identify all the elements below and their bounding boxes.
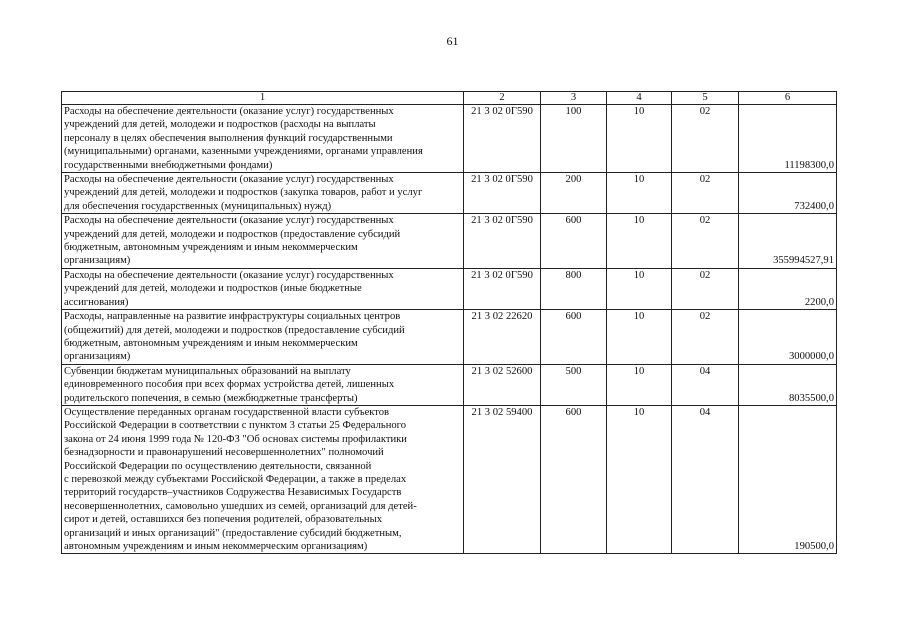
row-description: Субвенции бюджетам муниципальных образований на выплату единовременного пособия при всех формах устройства детей, лишенных родительского попечения, в семью (межбюджетные трансферты) (62, 364, 464, 405)
row-section: 10 (607, 214, 672, 269)
budget-table (61, 91, 837, 554)
row-subsection: 04 (672, 364, 739, 405)
row-subsection: 02 (672, 214, 739, 269)
table-row (62, 173, 837, 214)
table-row (62, 105, 837, 173)
row-description: Расходы на обеспечение деятельности (оказание услуг) государственных учреждений для детей, молодежи и подростков (расходы на выплаты персоналу в целях обеспечения выполнения функций государственными (муниципальными) органами, казенными учреждениями, органами управления государственными внебюджетными фондами) (62, 105, 464, 173)
row-type: 500 (541, 364, 607, 405)
row-subsection: 02 (672, 105, 739, 173)
column-header-1: 1 (62, 92, 464, 105)
table-header-row (62, 92, 837, 105)
row-type: 100 (541, 105, 607, 173)
table-row (62, 405, 837, 553)
row-code: 21 3 02 59400 (464, 405, 541, 553)
page-number: 61 (446, 34, 459, 48)
column-header-5: 5 (672, 92, 739, 105)
row-subsection: 04 (672, 405, 739, 553)
row-amount: 8035500,0 (739, 364, 837, 405)
row-description: Осуществление переданных органам государственной власти субъектов Российской Федерации в соответствии с пунктом 3 статьи 25 Федерального закона от 24 июня 1999 года № 120-ФЗ "Об основах системы профилактики безнадзорности и правонарушений несовершеннолетних" полномочий Российской Федерации по осуществлению деятельности, связанной с перевозкой между субъектами Российской Федерации, а также в пределах территорий государств–участников Содружества Независимых Государств несовершеннолетних, самовольно ушедших из семей, организаций для детей- сирот и детей, оставшихся без попечения родителей, образовательных организаций и иных организаций" (предоставление субсидий бюджетным, автономным учреждениям и иным некоммерческим организациям) (62, 405, 464, 553)
table-row (62, 214, 837, 269)
row-section: 10 (607, 405, 672, 553)
row-description: Расходы на обеспечение деятельности (оказание услуг) государственных учреждений для детей, молодежи и подростков (закупка товаров, работ и услуг для обеспечения государственных (муниципальных) нужд) (62, 173, 464, 214)
row-section: 10 (607, 364, 672, 405)
row-code: 21 3 02 0Г590 (464, 173, 541, 214)
column-header-4: 4 (607, 92, 672, 105)
table-row (62, 310, 837, 365)
row-code: 21 3 02 0Г590 (464, 268, 541, 309)
row-description: Расходы на обеспечение деятельности (оказание услуг) государственных учреждений для детей, молодежи и подростков (предоставление субсидий бюджетным, автономным учреждениям и иным некоммерческим организациям) (62, 214, 464, 269)
column-header-3: 3 (541, 92, 607, 105)
row-type: 800 (541, 268, 607, 309)
row-code: 21 3 02 0Г590 (464, 214, 541, 269)
table-row (62, 268, 837, 309)
row-code: 21 3 02 0Г590 (464, 105, 541, 173)
row-amount: 11198300,0 (739, 105, 837, 173)
row-type: 600 (541, 310, 607, 365)
row-description: Расходы, направленные на развитие инфраструктуры социальных центров (общежитий) для детей, молодежи и подростков (предоставление субсидий бюджетным, автономным учреждениям и иным некоммерческим организациям) (62, 310, 464, 365)
row-subsection: 02 (672, 173, 739, 214)
row-type: 200 (541, 173, 607, 214)
table-row (62, 364, 837, 405)
row-subsection: 02 (672, 268, 739, 309)
row-code: 21 3 02 22620 (464, 310, 541, 365)
row-section: 10 (607, 173, 672, 214)
row-amount: 732400,0 (739, 173, 837, 214)
row-amount: 2200,0 (739, 268, 837, 309)
column-header-2: 2 (464, 92, 541, 105)
row-code: 21 3 02 52600 (464, 364, 541, 405)
row-subsection: 02 (672, 310, 739, 365)
row-section: 10 (607, 310, 672, 365)
row-amount: 3000000,0 (739, 310, 837, 365)
row-description: Расходы на обеспечение деятельности (оказание услуг) государственных учреждений для детей, молодежи и подростков (иные бюджетные ассигнования) (62, 268, 464, 309)
row-type: 600 (541, 405, 607, 553)
column-header-6: 6 (739, 92, 837, 105)
row-section: 10 (607, 105, 672, 173)
row-amount: 190500,0 (739, 405, 837, 553)
row-type: 600 (541, 214, 607, 269)
row-section: 10 (607, 268, 672, 309)
row-amount: 355994527,91 (739, 214, 837, 269)
